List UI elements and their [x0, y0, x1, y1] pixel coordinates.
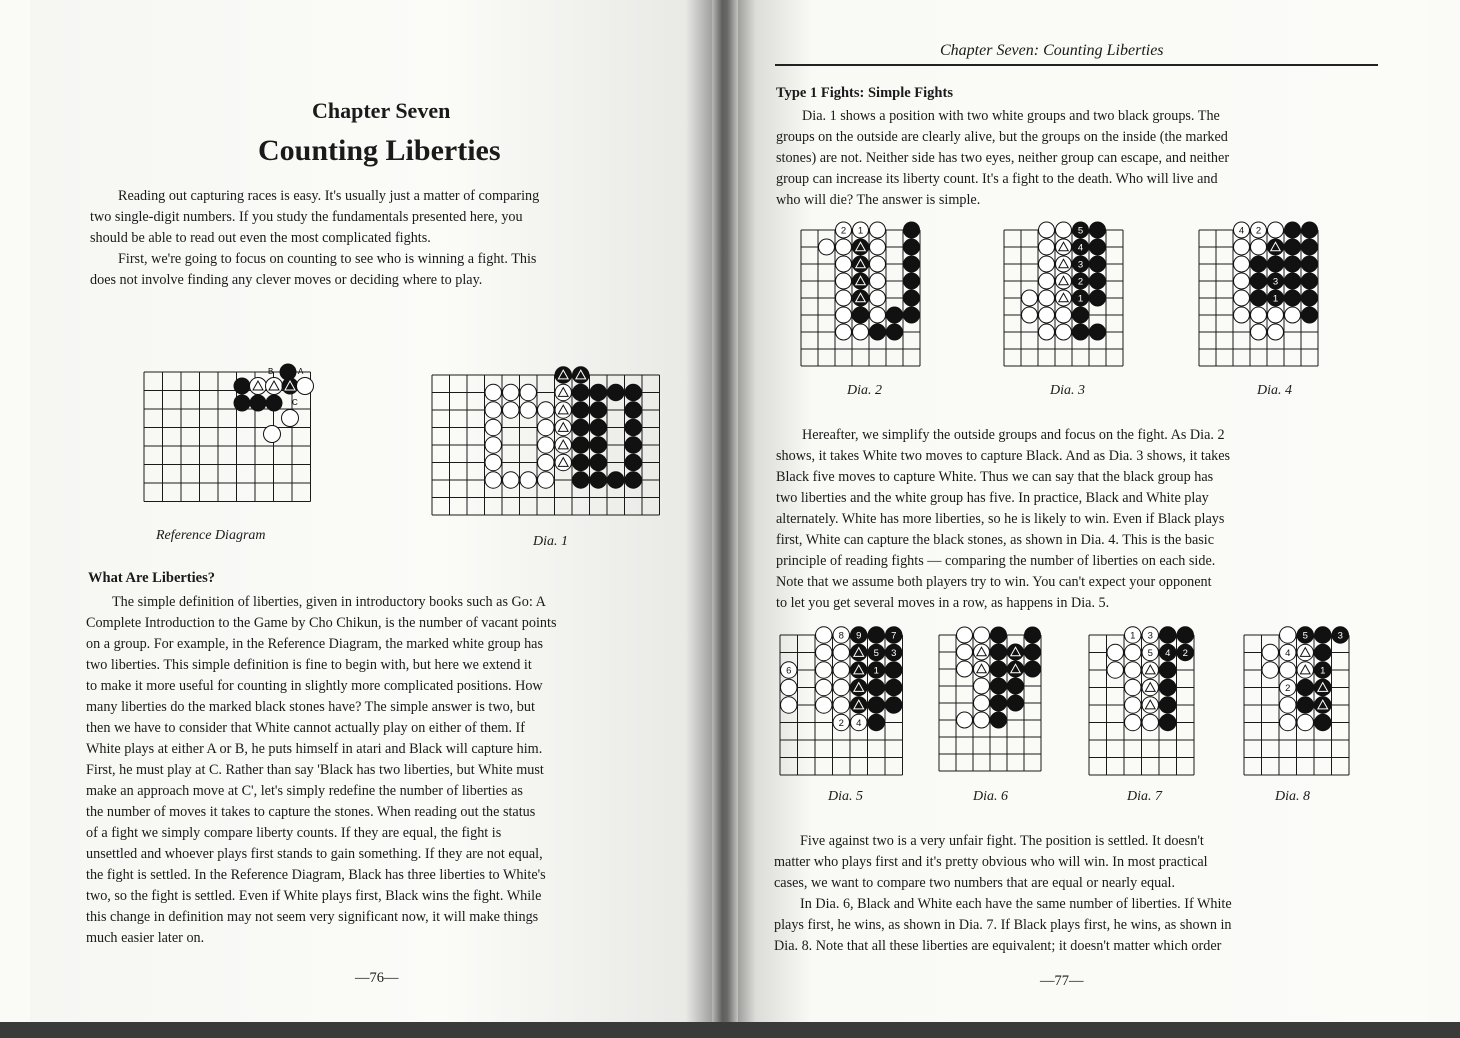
- white-stone: [1297, 714, 1313, 730]
- dia7-caption: Dia. 7: [1127, 789, 1162, 804]
- point-label-a: A: [298, 367, 304, 376]
- white-stone: [1251, 324, 1267, 340]
- white-stone: [836, 324, 852, 340]
- white-stone: [870, 307, 886, 323]
- dia5-diagram: [776, 625, 924, 785]
- dia2-diagram: [797, 220, 937, 380]
- white-stone: [1262, 662, 1278, 678]
- white-stone: [816, 644, 832, 660]
- black-stone: [1025, 627, 1041, 643]
- white-stone: [520, 402, 536, 418]
- move-number: 4: [1165, 648, 1171, 659]
- text-line: First, he must play at C. Rather than say 'Black has two liberties, but White must: [86, 762, 544, 778]
- white-stone: [1234, 290, 1250, 306]
- black-stone: [1090, 256, 1106, 272]
- black-stone: [904, 290, 920, 306]
- black-stone: [1251, 290, 1267, 306]
- dia5-caption: Dia. 5: [828, 789, 863, 804]
- text-line: cases, we want to compare two numbers that are equal or nearly equal.: [774, 875, 1176, 891]
- white-stone: [816, 697, 832, 713]
- black-stone: [590, 437, 606, 453]
- move-number: 1: [1130, 630, 1136, 642]
- black-stone: [1025, 661, 1041, 677]
- move-number: 1: [873, 665, 879, 677]
- black-stone: [625, 402, 641, 418]
- scan-bottom-edge: [0, 1022, 1460, 1038]
- white-stone: [297, 378, 314, 395]
- move-number: 3: [1077, 259, 1084, 271]
- white-stone: [520, 472, 536, 488]
- white-stone: [1285, 307, 1301, 323]
- white-stone: [974, 712, 990, 728]
- black-stone: [904, 273, 920, 289]
- black-stone: [904, 256, 920, 272]
- white-stone: [836, 307, 852, 323]
- text-line: Hereafter, we simplify the outside groups and focus on the fight. As Dia. 2: [802, 427, 1225, 443]
- black-stone: [1160, 662, 1176, 678]
- white-stone: [957, 661, 973, 677]
- white-stone: [1125, 662, 1141, 678]
- white-stone: [264, 426, 281, 443]
- white-stone: [816, 627, 832, 643]
- black-stone: [887, 324, 903, 340]
- text-line: the fight is settled. In the Reference Diagram, Black has three liberties to White's: [86, 867, 546, 883]
- black-stone: [625, 454, 641, 470]
- move-number: 1: [1320, 665, 1326, 677]
- white-stone: [485, 437, 501, 453]
- black-stone: [625, 419, 641, 435]
- move-number: 4: [856, 718, 862, 729]
- text-line: first, White can capture the black stones, as shown in Dia. 4. This is the basic: [776, 532, 1215, 548]
- text-line: much easier later on.: [86, 930, 205, 946]
- black-stone: [1090, 290, 1106, 306]
- black-stone: [1073, 324, 1089, 340]
- white-stone: [819, 239, 835, 255]
- text-line: Five against two is a very unfair fight. The position is settled. It doesn't: [800, 833, 1204, 849]
- move-number: 2: [1182, 648, 1188, 659]
- white-stone: [836, 239, 852, 255]
- dia8-caption: Dia. 8: [1275, 789, 1310, 804]
- text-line: on a group. For example, in the Reference Diagram, the marked white group has: [86, 636, 543, 652]
- text-line: Black five moves to capture White. Thus we can say that the black group has: [776, 469, 1214, 485]
- text-line: the number of moves it takes to capture the stones. When reading out the status: [86, 804, 536, 820]
- black-stone: [590, 454, 606, 470]
- move-number: 9: [856, 630, 862, 642]
- white-stone: [1022, 307, 1038, 323]
- black-stone: [1177, 627, 1193, 643]
- dia2-caption: Dia. 2: [847, 383, 882, 398]
- move-number: 3: [1272, 276, 1279, 288]
- black-stone: [608, 472, 624, 488]
- black-stone: [1285, 256, 1301, 272]
- text-line: to let you get several moves in a row, as happens in Dia. 5.: [776, 595, 1110, 611]
- white-stone: [870, 239, 886, 255]
- section-heading-liberties: What Are Liberties?: [88, 570, 215, 586]
- move-number: 3: [1147, 630, 1153, 642]
- white-stone: [538, 472, 554, 488]
- text-line: two liberties. This simple definition is fine to begin with, but here we extend it: [86, 657, 532, 673]
- text-line: group can increase its liberty count. It's a fight to the death. Who will live and: [776, 171, 1218, 187]
- text-line: unsettled and whoever plays first stands to gain something. If they are not equal,: [86, 846, 543, 862]
- black-stone: [904, 222, 920, 238]
- white-stone: [1022, 290, 1038, 306]
- page-number-left: —76—: [355, 970, 399, 986]
- dia4-diagram: [1195, 220, 1335, 380]
- dia1-caption: Dia. 1: [533, 534, 568, 549]
- white-stone: [538, 437, 554, 453]
- text-line: stones) are not. Neither side has two eyes, neither group can escape, and neither: [776, 150, 1230, 166]
- white-stone: [974, 695, 990, 711]
- black-stone: [573, 384, 589, 400]
- black-stone: [1315, 627, 1331, 643]
- reference-diagram: [140, 362, 320, 522]
- move-number: 5: [1077, 225, 1084, 237]
- move-number: 4: [1285, 648, 1291, 659]
- white-stone: [485, 454, 501, 470]
- move-number: 5: [873, 648, 879, 659]
- black-stone: [886, 662, 902, 678]
- black-stone: [1160, 714, 1176, 730]
- header-rule: [775, 64, 1378, 66]
- black-stone: [1160, 679, 1176, 695]
- black-stone: [853, 307, 869, 323]
- move-number: 2: [838, 718, 844, 729]
- black-stone: [991, 661, 1007, 677]
- white-stone: [1234, 273, 1250, 289]
- white-stone: [538, 419, 554, 435]
- black-stone: [573, 472, 589, 488]
- text-line: principle of reading fights — comparing the number of liberties on each side.: [776, 553, 1216, 569]
- black-stone: [991, 712, 1007, 728]
- move-number: 5: [1302, 630, 1308, 642]
- black-stone: [625, 437, 641, 453]
- white-stone: [1280, 697, 1296, 713]
- white-stone: [957, 712, 973, 728]
- white-stone: [870, 256, 886, 272]
- white-stone: [833, 679, 849, 695]
- black-stone: [1302, 273, 1318, 289]
- black-stone: [887, 307, 903, 323]
- move-number: 2: [1255, 225, 1262, 237]
- black-stone: [1090, 324, 1106, 340]
- type1-paragraph: [776, 106, 1374, 211]
- white-stone: [503, 402, 519, 418]
- white-stone: [1280, 662, 1296, 678]
- move-number: 2: [1285, 683, 1291, 694]
- text-line: this change in definition may not seem very significant now, it will make things: [86, 909, 539, 925]
- text-line: Complete Introduction to the Game by Cho Chikun, is the number of vacant points: [86, 615, 557, 631]
- white-stone: [833, 697, 849, 713]
- white-stone: [1251, 239, 1267, 255]
- liberties-paragraph: [86, 592, 686, 949]
- black-stone: [1073, 307, 1089, 323]
- text-line: does not involve finding any clever moves or deciding where to play.: [90, 272, 483, 288]
- black-stone: [1285, 290, 1301, 306]
- text-line: White plays at either A or B, he puts himself in atari and Black will capture him.: [86, 741, 543, 757]
- white-stone: [833, 662, 849, 678]
- text-line: make an approach move at C', let's simply redefine the number of liberties as: [86, 783, 523, 799]
- text-line: two single-digit numbers. If you study the fundamentals presented here, you: [90, 209, 523, 225]
- move-number: 3: [1337, 630, 1343, 642]
- black-stone: [1285, 239, 1301, 255]
- text-line: Reading out capturing races is easy. It's usually just a matter of comparing: [118, 188, 540, 204]
- black-stone: [868, 714, 884, 730]
- black-stone: [904, 307, 920, 323]
- move-number: 5: [1147, 648, 1153, 659]
- white-stone: [1039, 290, 1055, 306]
- black-stone: [625, 384, 641, 400]
- black-stone: [1315, 644, 1331, 660]
- white-stone: [836, 290, 852, 306]
- move-number: 6: [786, 665, 792, 677]
- text-line: plays first, he wins, as shown in Dia. 7. If Black plays first, he wins, as shown in: [774, 917, 1232, 933]
- black-stone: [1302, 307, 1318, 323]
- white-stone: [833, 644, 849, 660]
- black-stone: [590, 384, 606, 400]
- white-stone: [1280, 627, 1296, 643]
- dia7-diagram: [1085, 625, 1220, 785]
- dia6-caption: Dia. 6: [973, 789, 1008, 804]
- text-line: should be able to read out even the most complicated fights.: [90, 230, 431, 246]
- black-stone: [1268, 256, 1284, 272]
- black-stone: [868, 697, 884, 713]
- black-stone: [1160, 627, 1176, 643]
- dia8-diagram: [1240, 625, 1375, 785]
- white-stone: [538, 454, 554, 470]
- white-stone: [836, 273, 852, 289]
- white-stone: [1056, 307, 1072, 323]
- chapter-title: Counting Liberties: [258, 134, 501, 167]
- white-stone: [1251, 307, 1267, 323]
- white-stone: [1142, 714, 1158, 730]
- black-stone: [1285, 273, 1301, 289]
- black-stone: [573, 419, 589, 435]
- white-stone: [1039, 256, 1055, 272]
- black-stone: [573, 402, 589, 418]
- white-stone: [957, 627, 973, 643]
- move-number: 2: [840, 225, 847, 237]
- white-stone: [870, 290, 886, 306]
- black-stone: [1297, 679, 1313, 695]
- black-stone: [590, 472, 606, 488]
- white-stone: [485, 402, 501, 418]
- text-line: matter who plays first and it's pretty obvious who will win. In most practical: [774, 854, 1208, 870]
- move-number: 1: [1077, 293, 1084, 305]
- text-line: groups on the outside are clearly alive, but the groups on the inside (the marked: [776, 129, 1228, 145]
- black-stone: [991, 627, 1007, 643]
- white-stone: [1125, 644, 1141, 660]
- move-number: 1: [1272, 293, 1279, 305]
- black-stone: [1090, 239, 1106, 255]
- white-stone: [1234, 239, 1250, 255]
- white-stone: [1039, 324, 1055, 340]
- page-number-right: —77—: [1040, 973, 1084, 989]
- white-stone: [1125, 697, 1141, 713]
- black-stone: [234, 395, 251, 412]
- black-stone: [1315, 714, 1331, 730]
- black-stone: [250, 395, 267, 412]
- white-stone: [1125, 714, 1141, 730]
- black-stone: [608, 384, 624, 400]
- text-line: of a fight we simply compare liberty counts. If they are equal, the fight is: [86, 825, 502, 841]
- text-line: Dia. 1 shows a position with two white groups and two black groups. The: [802, 108, 1220, 124]
- black-stone: [868, 627, 884, 643]
- black-stone: [573, 454, 589, 470]
- white-stone: [503, 472, 519, 488]
- white-stone: [485, 472, 501, 488]
- black-stone: [991, 695, 1007, 711]
- black-stone: [1160, 697, 1176, 713]
- black-stone: [1025, 644, 1041, 660]
- text-line: many liberties do the marked black stones have? The simple answer is two, but: [86, 699, 535, 715]
- black-stone: [1302, 290, 1318, 306]
- white-stone: [870, 273, 886, 289]
- black-stone: [590, 419, 606, 435]
- black-stone: [886, 697, 902, 713]
- move-number: 3: [891, 648, 897, 659]
- text-line: alternately. White has more liberties, so he is likely to win. Even if Black plays: [776, 511, 1225, 527]
- black-stone: [868, 679, 884, 695]
- board-grid: [1244, 635, 1349, 775]
- text-line: to make it more useful for counting in slightly more complicated positions. How: [86, 678, 543, 694]
- text-line: who will die? The answer is simple.: [776, 192, 981, 208]
- black-stone: [1090, 273, 1106, 289]
- text-line: shows, it takes White two moves to capture Black. And as Dia. 3 shows, it takes: [776, 448, 1231, 464]
- white-stone: [1056, 222, 1072, 238]
- black-stone: [234, 378, 251, 395]
- white-stone: [1234, 256, 1250, 272]
- black-stone: [1090, 222, 1106, 238]
- text-line: The simple definition of liberties, given in introductory books such as Go: A: [112, 594, 546, 610]
- point-label-c: C: [292, 398, 298, 407]
- white-stone: [1039, 307, 1055, 323]
- black-stone: [1302, 256, 1318, 272]
- running-head: Chapter Seven: Counting Liberties: [940, 42, 1164, 59]
- black-stone: [573, 437, 589, 453]
- text-line: two liberties and the white group has five. In practice, Black and White play: [776, 490, 1209, 506]
- black-stone: [625, 472, 641, 488]
- white-stone: [974, 678, 990, 694]
- text-line: First, we're going to focus on counting to see who is winning a fight. This: [118, 251, 537, 267]
- white-stone: [781, 697, 797, 713]
- white-stone: [485, 384, 501, 400]
- point-label-b: B: [268, 367, 274, 376]
- white-stone: [836, 256, 852, 272]
- white-stone: [1039, 222, 1055, 238]
- chapter-label: Chapter Seven: [312, 98, 451, 123]
- black-stone: [870, 324, 886, 340]
- text-line: then we have to consider that White cannot actually play on either of them. If: [86, 720, 526, 736]
- dia4-caption: Dia. 4: [1257, 383, 1292, 398]
- white-stone: [1280, 714, 1296, 730]
- hereafter-paragraph: [776, 425, 1374, 614]
- text-line: two, so the fight is settled. Even if White plays first, Black wins the fight. While: [86, 888, 542, 904]
- book-gutter: [712, 0, 738, 1030]
- white-stone: [520, 384, 536, 400]
- white-stone: [282, 410, 299, 427]
- text-line: Note that we assume both players try to win. You can't expect your opponent: [776, 574, 1212, 590]
- white-stone: [1268, 307, 1284, 323]
- dia3-caption: Dia. 3: [1050, 383, 1085, 398]
- white-stone: [1107, 644, 1123, 660]
- black-stone: [886, 679, 902, 695]
- move-number: 2: [1077, 276, 1084, 288]
- white-stone: [1125, 679, 1141, 695]
- dia1-diagram: [428, 365, 683, 527]
- black-stone: [1251, 273, 1267, 289]
- white-stone: [1234, 307, 1250, 323]
- white-stone: [1056, 324, 1072, 340]
- intro-paragraph: [90, 186, 692, 291]
- black-stone: [1297, 697, 1313, 713]
- black-stone: [1251, 256, 1267, 272]
- black-stone: [1285, 222, 1301, 238]
- section-heading-type1: Type 1 Fights: Simple Fights: [776, 85, 953, 101]
- black-stone: [266, 395, 283, 412]
- white-stone: [1039, 273, 1055, 289]
- white-stone: [974, 627, 990, 643]
- white-stone: [816, 679, 832, 695]
- white-stone: [1039, 239, 1055, 255]
- white-stone: [781, 679, 797, 695]
- white-stone: [538, 402, 554, 418]
- white-stone: [853, 324, 869, 340]
- white-stone: [1262, 644, 1278, 660]
- black-stone: [1008, 678, 1024, 694]
- black-stone: [1008, 695, 1024, 711]
- move-number: 7: [891, 630, 897, 642]
- white-stone: [1107, 662, 1123, 678]
- dia3-diagram: [1000, 220, 1140, 380]
- black-stone: [991, 644, 1007, 660]
- five-against-two-paragraph: [774, 831, 1372, 957]
- white-stone: [957, 644, 973, 660]
- white-stone: [503, 384, 519, 400]
- white-stone: [1268, 222, 1284, 238]
- dia6-diagram: [935, 625, 1065, 785]
- move-number: 1: [857, 225, 864, 237]
- white-stone: [1268, 324, 1284, 340]
- white-stone: [485, 419, 501, 435]
- move-number: 8: [838, 630, 844, 642]
- move-number: 4: [1077, 242, 1084, 254]
- reference-caption: Reference Diagram: [156, 528, 266, 543]
- black-stone: [1302, 222, 1318, 238]
- black-stone: [991, 678, 1007, 694]
- black-stone: [904, 239, 920, 255]
- white-stone: [870, 222, 886, 238]
- white-stone: [816, 662, 832, 678]
- text-line: In Dia. 6, Black and White each have the same number of liberties. If White: [800, 896, 1232, 912]
- text-line: Dia. 8. Note that all these liberties are equivalent; it doesn't matter which order: [774, 938, 1222, 954]
- move-number: 4: [1238, 225, 1245, 237]
- black-stone: [1302, 239, 1318, 255]
- black-stone: [590, 402, 606, 418]
